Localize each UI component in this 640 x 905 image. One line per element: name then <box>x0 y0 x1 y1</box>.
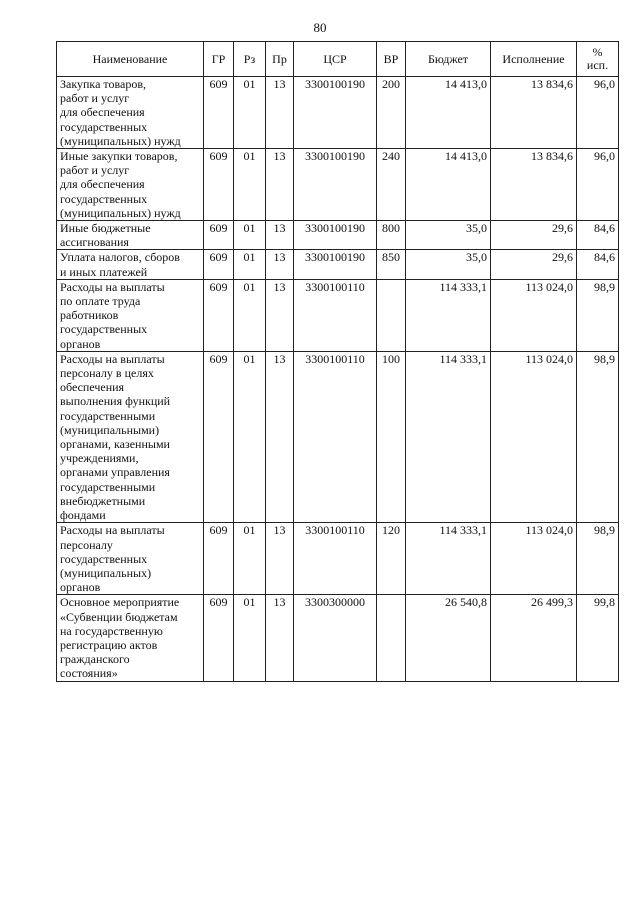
row-name-line: персоналу <box>60 537 113 552</box>
row-name-line: Расходы на выплаты <box>60 523 165 538</box>
row-name-cell <box>57 250 204 279</box>
table-row <box>57 149 619 221</box>
row-name-line: (муниципальных) нужд <box>60 133 181 148</box>
row-gr-cell: 609 <box>204 221 234 250</box>
row-execution-cell: 113 024,0 <box>491 351 577 522</box>
row-gr-cell: 609 <box>204 595 234 681</box>
row-name-line: Расходы на выплаты <box>60 351 165 366</box>
row-name-line: органов <box>60 336 101 351</box>
row-budget-cell: 26 540,8 <box>406 595 491 681</box>
row-name-line: учреждениями, <box>60 451 139 466</box>
table-row <box>57 250 619 279</box>
table-row <box>57 279 619 351</box>
row-gr-cell: 609 <box>204 77 234 149</box>
row-name-line: органов <box>60 580 101 595</box>
row-name-line: ассигнования <box>60 235 129 250</box>
row-csr-cell: 3300100190 <box>294 250 377 279</box>
row-name-line: по оплате труда <box>60 294 141 309</box>
row-name-line: Иные закупки товаров, <box>60 149 178 164</box>
row-name-line: Основное мероприятие <box>60 595 180 610</box>
table-row <box>57 595 619 681</box>
row-csr-cell: 3300100110 <box>294 351 377 522</box>
row-pr-cell: 13 <box>266 595 294 681</box>
row-rz-cell: 01 <box>234 77 266 149</box>
row-name-line: Иные бюджетные <box>60 221 151 236</box>
header-rz: Рз <box>234 42 266 77</box>
table-row <box>57 221 619 250</box>
row-name-line: государственными <box>60 479 156 494</box>
page-number: 80 <box>313 20 327 35</box>
row-name-line: Расходы на выплаты <box>60 279 165 294</box>
row-csr-cell: 3300100190 <box>294 221 377 250</box>
row-name-line: (муниципальными) <box>60 422 160 437</box>
row-execution-cell: 113 024,0 <box>491 279 577 351</box>
row-name-line: и иных платежей <box>60 264 148 279</box>
row-percent-cell: 96,0 <box>577 77 619 149</box>
row-name-cell <box>57 221 204 250</box>
row-csr-cell: 3300100190 <box>294 149 377 221</box>
row-execution-cell: 26 499,3 <box>491 595 577 681</box>
row-name-cell <box>57 523 204 595</box>
row-name-line: на государственную <box>60 623 163 638</box>
row-rz-cell: 01 <box>234 351 266 522</box>
row-percent-cell: 84,6 <box>577 250 619 279</box>
row-vr-cell <box>377 279 406 351</box>
row-rz-cell: 01 <box>234 149 266 221</box>
budget-execution-table <box>56 41 619 682</box>
row-gr-cell: 609 <box>204 149 234 221</box>
row-pr-cell: 13 <box>266 523 294 595</box>
header-gr: ГР <box>204 42 234 77</box>
row-vr-cell: 120 <box>377 523 406 595</box>
row-name-line: гражданского <box>60 652 130 667</box>
row-vr-cell: 240 <box>377 149 406 221</box>
row-execution-cell: 13 834,6 <box>491 77 577 149</box>
table-body <box>57 77 619 682</box>
header-csr: ЦСР <box>294 42 377 77</box>
row-name-line: внебюджетными <box>60 493 146 508</box>
row-name-line: работ и услуг <box>60 163 130 178</box>
row-name-line: для обеспечения <box>60 177 145 192</box>
row-vr-cell: 850 <box>377 250 406 279</box>
row-name-line: Закупка товаров, <box>60 77 146 91</box>
row-budget-cell: 114 333,1 <box>406 279 491 351</box>
row-name-cell <box>57 351 204 522</box>
table-row <box>57 523 619 595</box>
row-name-cell <box>57 149 204 221</box>
row-rz-cell: 01 <box>234 250 266 279</box>
row-pr-cell: 13 <box>266 279 294 351</box>
row-name-line: органами управления <box>60 465 170 480</box>
row-percent-cell: 98,9 <box>577 279 619 351</box>
row-percent-cell: 84,6 <box>577 221 619 250</box>
row-execution-cell: 113 024,0 <box>491 523 577 595</box>
row-csr-cell: 3300100110 <box>294 523 377 595</box>
table-row <box>57 351 619 522</box>
row-percent-cell: 98,9 <box>577 351 619 522</box>
row-name-line: работников <box>60 308 119 323</box>
row-name-line: фондами <box>60 508 106 523</box>
row-percent-cell: 99,8 <box>577 595 619 681</box>
row-pr-cell: 13 <box>266 77 294 149</box>
row-name-line: «Субвенции бюджетам <box>60 609 178 624</box>
row-gr-cell: 609 <box>204 250 234 279</box>
row-execution-cell: 13 834,6 <box>491 149 577 221</box>
row-csr-cell: 3300100190 <box>294 77 377 149</box>
row-name-line: регистрацию актов <box>60 637 158 652</box>
row-name-line: (муниципальных) <box>60 565 152 580</box>
row-percent-cell: 98,9 <box>577 523 619 595</box>
row-budget-cell: 14 413,0 <box>406 77 491 149</box>
row-budget-cell: 14 413,0 <box>406 149 491 221</box>
row-rz-cell: 01 <box>234 595 266 681</box>
row-name-line: государственных <box>60 322 148 337</box>
row-gr-cell: 609 <box>204 279 234 351</box>
row-vr-cell: 200 <box>377 77 406 149</box>
row-csr-cell: 3300300000 <box>294 595 377 681</box>
row-vr-cell: 800 <box>377 221 406 250</box>
row-percent-cell: 96,0 <box>577 149 619 221</box>
header-percent: % исп. <box>577 42 619 77</box>
row-gr-cell: 609 <box>204 523 234 595</box>
row-name-line: государственными <box>60 408 156 423</box>
row-name-line: состояния» <box>60 666 118 681</box>
row-execution-cell: 29,6 <box>491 250 577 279</box>
row-name-cell <box>57 595 204 681</box>
row-name-line: персоналу в целях <box>60 366 154 381</box>
header-name: Наименование <box>57 42 204 77</box>
row-gr-cell: 609 <box>204 351 234 522</box>
row-name-cell <box>57 279 204 351</box>
row-pr-cell: 13 <box>266 149 294 221</box>
row-budget-cell: 35,0 <box>406 250 491 279</box>
row-name-line: Уплата налогов, сборов <box>60 250 180 265</box>
table-row <box>57 77 619 149</box>
row-name-line: органами, казенными <box>60 437 170 452</box>
row-rz-cell: 01 <box>234 221 266 250</box>
row-name-cell <box>57 77 204 149</box>
row-budget-cell: 35,0 <box>406 221 491 250</box>
row-name-line: для обеспечения <box>60 105 145 120</box>
row-pr-cell: 13 <box>266 351 294 522</box>
row-budget-cell: 114 333,1 <box>406 351 491 522</box>
row-pr-cell: 13 <box>266 221 294 250</box>
row-vr-cell <box>377 595 406 681</box>
row-name-line: государственных <box>60 551 148 566</box>
table-header-row <box>57 42 619 77</box>
header-pr: Пр <box>266 42 294 77</box>
row-csr-cell: 3300100110 <box>294 279 377 351</box>
row-name-line: выполнения функций <box>60 394 171 409</box>
row-budget-cell: 114 333,1 <box>406 523 491 595</box>
row-name-line: государственных <box>60 119 148 134</box>
row-pr-cell: 13 <box>266 250 294 279</box>
row-execution-cell: 29,6 <box>491 221 577 250</box>
row-vr-cell: 100 <box>377 351 406 522</box>
row-name-line: работ и услуг <box>60 91 130 106</box>
row-name-line: государственных <box>60 191 148 206</box>
header-vr: ВР <box>377 42 406 77</box>
row-name-line: обеспечения <box>60 380 125 395</box>
row-rz-cell: 01 <box>234 279 266 351</box>
header-budget: Бюджет <box>406 42 491 77</box>
row-name-line: (муниципальных) нужд <box>60 205 181 220</box>
header-execution: Исполнение <box>491 42 577 77</box>
row-rz-cell: 01 <box>234 523 266 595</box>
